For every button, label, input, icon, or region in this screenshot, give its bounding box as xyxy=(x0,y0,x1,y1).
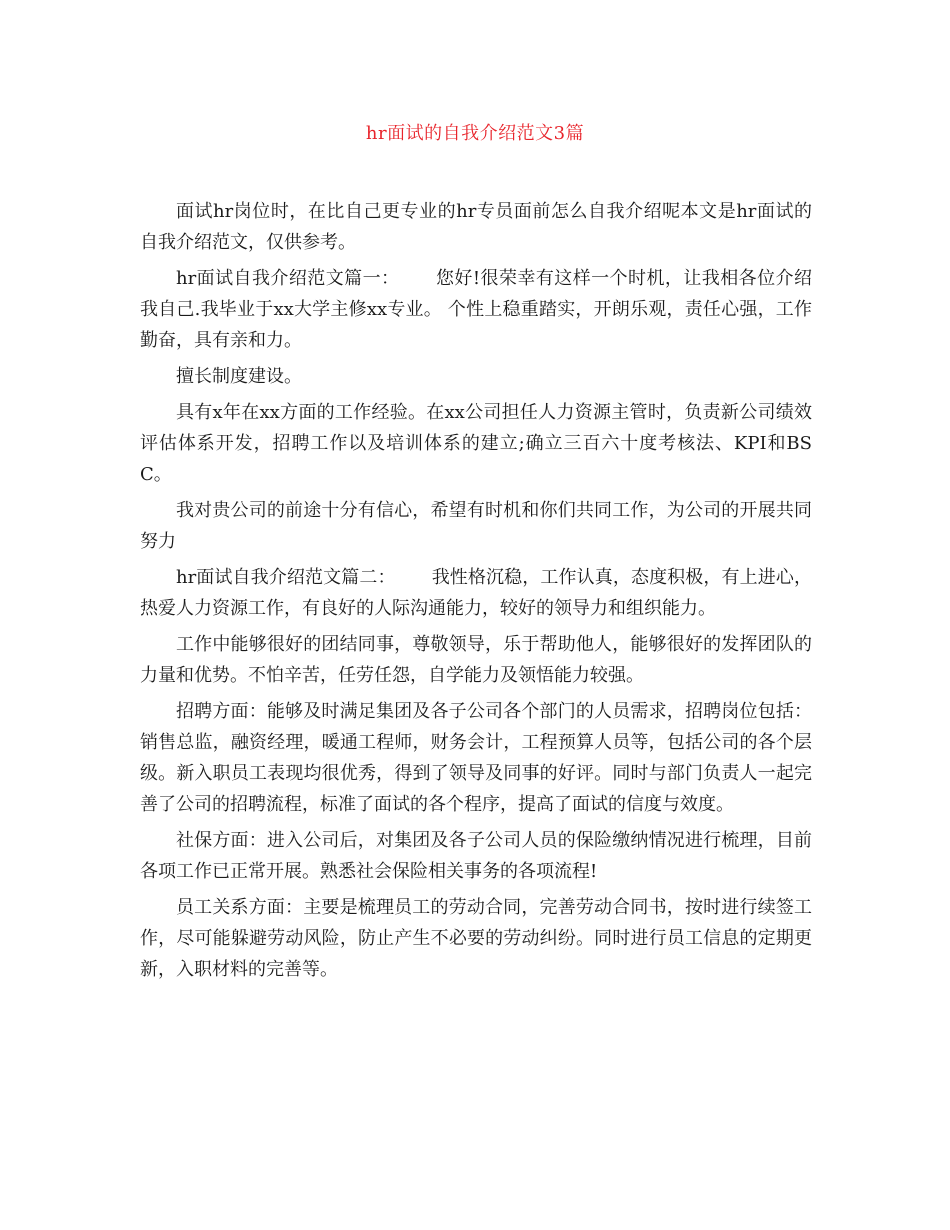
document-body xyxy=(140,196,812,990)
sample-one-text: 您好!很荣幸有这样一个时机，让我相各位介绍我自己.我毕业于xx大学主修xx专业。 个性上稳重踏实，开朗乐观，责任心强，工作勤奋，具有亲和力。 xyxy=(140,268,812,351)
specialty-paragraph: 擅长制度建设。 xyxy=(176,366,302,387)
employee-relations-paragraph: 员工关系方面：主要是梳理员工的劳动合同，完善劳动合同书，按时进行续签工作，尽可能躲避劳动风险，防止产生不必要的劳动纠纷。同时进行员工信息的定期更新，入职材料的完善等。 xyxy=(140,897,812,980)
experience-paragraph: 具有x年在xx方面的工作经验。在xx公司担任人力资源主管时，负责新公司绩效评估体系开发，招聘工作以及培训体系的建立;确立三百六十度考核法、KPI和BSC。 xyxy=(140,402,812,485)
recruitment-paragraph: 招聘方面：能够及时满足集团及各子公司各个部门的人员需求，招聘岗位包括：销售总监，融资经理，暖通工程师，财务会计，工程预算人员等，包括公司的各个层级。新入职员工表现均很优秀，得到了领导及同事的好评。同时与部门负责人一起完善了公司的招聘流程，标准了面试的各个程序，提高了面试的信度与效度。 xyxy=(140,701,812,815)
sample-one-heading: hr面试自我介绍范文篇一： xyxy=(176,268,400,289)
teamwork-paragraph: 工作中能够很好的团结同事，尊敬领导，乐于帮助他人，能够很好的发挥团队的力量和优势。不怕辛苦，任劳任怨，自学能力及领悟能力较强。 xyxy=(140,634,812,686)
sample-two-heading: hr面试自我介绍范文篇二： xyxy=(176,567,396,588)
sample-two-text: 我性格沉稳，工作认真，态度积极，有上进心，热爱人力资源工作，有良好的人际沟通能力，较好的领导力和组织能力。 xyxy=(140,567,812,619)
confidence-paragraph: 我对贵公司的前途十分有信心，希望有时机和你们共同工作，为公司的开展共同努力 xyxy=(140,500,812,552)
social-insurance-paragraph: 社保方面：进入公司后，对集团及各子公司人员的保险缴纳情况进行梳理，目前各项工作已正常开展。熟悉社会保险相关事务的各项流程! xyxy=(140,830,812,882)
document-title: hr面试的自我介绍范文3篇 xyxy=(365,123,585,144)
intro-paragraph: 面试hr岗位时，在比自己更专业的hr专员面前怎么自我介绍呢本文是hr面试的自我介绍范文，仅供参考。 xyxy=(140,201,812,253)
sample-one-paragraph xyxy=(140,263,812,356)
sample-two-paragraph xyxy=(140,562,812,624)
